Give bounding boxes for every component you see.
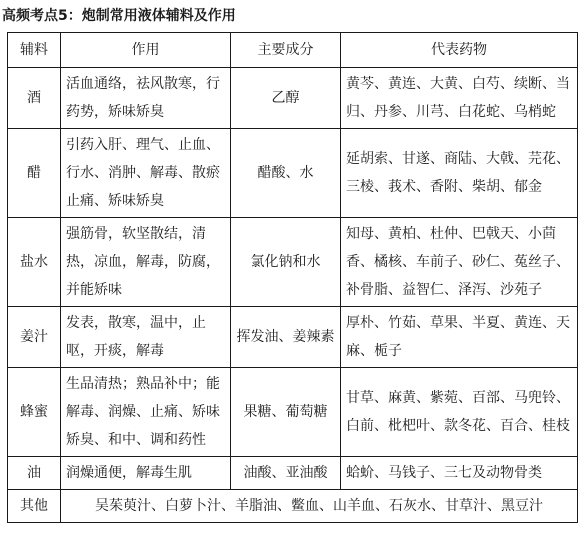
cell-other-text: 吴茱萸汁、白萝卜汁、羊脂油、鳖血、山羊血、石灰水、甘草汁、黑豆汁 [61, 490, 578, 523]
cell-components: 乙醇 [231, 68, 341, 129]
page-title: 高频考点5：炮制常用液体辅料及作用 [2, 8, 236, 24]
cell-components: 挥发油、姜辣素 [231, 307, 341, 368]
table-row [8, 368, 578, 457]
cell-drugs: 延胡索、甘遂、商陆、大戟、芫花、三棱、莪术、香附、柴胡、郁金 [341, 129, 578, 218]
cell-drugs: 蛤蚧、马钱子、三七及动物骨类 [341, 457, 578, 490]
cell-other-label: 其他 [8, 490, 61, 523]
header-components: 主要成分 [231, 33, 341, 68]
auxiliary-materials-table [7, 32, 578, 523]
cell-drugs: 黄芩、黄连、大黄、白芍、续断、当归、丹参、川芎、白花蛇、乌梢蛇 [341, 68, 578, 129]
cell-function: 发表，散寒，温中，止呕，开痰，解毒 [61, 307, 231, 368]
cell-auxiliary: 酒 [8, 68, 61, 129]
header-function: 作用 [61, 33, 231, 68]
cell-auxiliary: 盐水 [8, 218, 61, 307]
table-row [8, 129, 578, 218]
table-row [8, 457, 578, 490]
cell-auxiliary: 蜂蜜 [8, 368, 61, 457]
table-row [8, 68, 578, 129]
cell-components: 油酸、亚油酸 [231, 457, 341, 490]
table-row-other [8, 490, 578, 523]
cell-function: 活血通络，祛风散寒，行药势，矫味矫臭 [61, 68, 231, 129]
header-auxiliary: 辅料 [8, 33, 61, 68]
table-header-row [8, 33, 578, 68]
cell-auxiliary: 姜汁 [8, 307, 61, 368]
cell-drugs: 知母、黄柏、杜仲、巴戟天、小茴香、橘核、车前子、砂仁、菟丝子、补骨脂、益智仁、泽泻、沙苑子 [341, 218, 578, 307]
cell-components: 醋酸、水 [231, 129, 341, 218]
table-row [8, 307, 578, 368]
table-row [8, 218, 578, 307]
cell-drugs: 厚朴、竹茹、草果、半夏、黄连、天麻、栀子 [341, 307, 578, 368]
cell-function: 引药入肝、理气、止血、行水、消肿、解毒、散瘀止痛、矫味矫臭 [61, 129, 231, 218]
header-drugs: 代表药物 [341, 33, 578, 68]
cell-components: 果糖、葡萄糖 [231, 368, 341, 457]
cell-function: 生品清热；熟品补中；能解毒、润燥、止痛、矫味矫臭、和中、调和药性 [61, 368, 231, 457]
cell-auxiliary: 醋 [8, 129, 61, 218]
cell-function: 润燥通便，解毒生肌 [61, 457, 231, 490]
cell-function: 强筋骨，软坚散结，清热，凉血，解毒，防腐，并能矫味 [61, 218, 231, 307]
cell-auxiliary: 油 [8, 457, 61, 490]
cell-drugs: 甘草、麻黄、紫菀、百部、马兜铃、白前、枇杷叶、款冬花、百合、桂枝 [341, 368, 578, 457]
cell-components: 氯化钠和水 [231, 218, 341, 307]
